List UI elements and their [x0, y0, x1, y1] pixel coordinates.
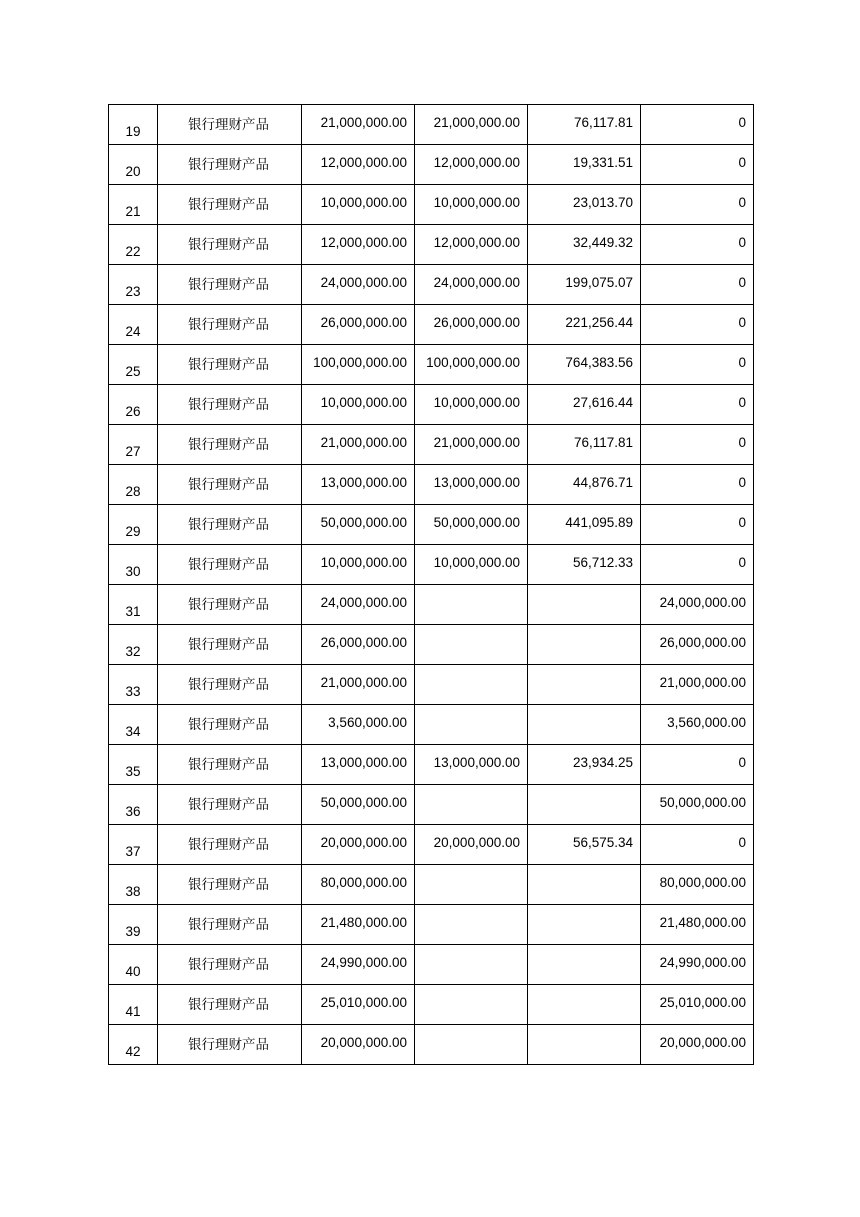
- amount-cell: [302, 985, 415, 1025]
- balance-cell-text: 0: [738, 835, 746, 850]
- balance-cell: [641, 465, 754, 505]
- row-number-cell: [109, 505, 158, 545]
- product-name-cell-text: 银行理财产品: [188, 476, 269, 493]
- balance-cell: [641, 305, 754, 345]
- table-row: [109, 185, 754, 225]
- balance-cell: [641, 425, 754, 465]
- income-cell: [528, 385, 641, 425]
- income-cell: [528, 585, 641, 625]
- wealth-product-table: [108, 104, 754, 1065]
- row-number-cell-text: 24: [125, 324, 141, 339]
- product-name-cell: [158, 665, 302, 705]
- row-number-cell: [109, 905, 158, 945]
- row-number-cell: [109, 265, 158, 305]
- income-cell: [528, 345, 641, 385]
- table-row: [109, 265, 754, 305]
- redeemed-amount-cell: [415, 945, 528, 985]
- row-number-cell-text: 21: [125, 204, 141, 219]
- table-row: [109, 305, 754, 345]
- redeemed-amount-cell: [415, 585, 528, 625]
- row-number-cell: [109, 945, 158, 985]
- product-name-cell: [158, 825, 302, 865]
- income-cell: [528, 625, 641, 665]
- balance-cell: [641, 265, 754, 305]
- redeemed-amount-cell: [415, 465, 528, 505]
- amount-cell-text: 10,000,000.00: [320, 195, 407, 210]
- income-cell-text: 199,075.07: [565, 275, 633, 290]
- amount-cell: [302, 825, 415, 865]
- amount-cell: [302, 545, 415, 585]
- balance-cell-text: 80,000,000.00: [659, 875, 746, 890]
- income-cell-text: 32,449.32: [572, 235, 633, 250]
- income-cell: [528, 985, 641, 1025]
- amount-cell: [302, 905, 415, 945]
- income-cell: [528, 865, 641, 905]
- redeemed-amount-cell: [415, 905, 528, 945]
- row-number-cell-text: 37: [125, 844, 141, 859]
- income-cell-text: 221,256.44: [565, 315, 633, 330]
- redeemed-amount-cell: [415, 705, 528, 745]
- product-name-cell: [158, 465, 302, 505]
- table-row: [109, 425, 754, 465]
- income-cell: [528, 825, 641, 865]
- balance-cell: [641, 145, 754, 185]
- income-cell-text: 56,712.33: [572, 555, 633, 570]
- balance-cell-text: 50,000,000.00: [659, 795, 746, 810]
- redeemed-amount-cell-text: 100,000,000.00: [426, 355, 520, 370]
- table-body: [109, 105, 754, 1065]
- income-cell: [528, 425, 641, 465]
- amount-cell: [302, 865, 415, 905]
- redeemed-amount-cell: [415, 385, 528, 425]
- balance-cell: [641, 185, 754, 225]
- product-name-cell: [158, 1025, 302, 1065]
- product-name-cell: [158, 345, 302, 385]
- amount-cell-text: 24,000,000.00: [320, 595, 407, 610]
- balance-cell: [641, 505, 754, 545]
- row-number-cell: [109, 385, 158, 425]
- balance-cell: [641, 225, 754, 265]
- amount-cell: [302, 945, 415, 985]
- row-number-cell: [109, 705, 158, 745]
- balance-cell: [641, 825, 754, 865]
- redeemed-amount-cell: [415, 825, 528, 865]
- balance-cell-text: 0: [738, 475, 746, 490]
- amount-cell-text: 20,000,000.00: [320, 835, 407, 850]
- balance-cell-text: 0: [738, 235, 746, 250]
- product-name-cell-text: 银行理财产品: [188, 316, 269, 333]
- table-row: [109, 705, 754, 745]
- amount-cell: [302, 145, 415, 185]
- redeemed-amount-cell: [415, 1025, 528, 1065]
- product-name-cell: [158, 865, 302, 905]
- income-cell: [528, 705, 641, 745]
- amount-cell-text: 3,560,000.00: [328, 715, 407, 730]
- amount-cell-text: 21,000,000.00: [320, 675, 407, 690]
- row-number-cell: [109, 665, 158, 705]
- amount-cell-text: 21,000,000.00: [320, 435, 407, 450]
- amount-cell: [302, 425, 415, 465]
- balance-cell-text: 0: [738, 755, 746, 770]
- product-name-cell: [158, 545, 302, 585]
- product-name-cell-text: 银行理财产品: [188, 236, 269, 253]
- row-number-cell: [109, 425, 158, 465]
- balance-cell: [641, 105, 754, 145]
- income-cell-text: 76,117.81: [573, 435, 633, 450]
- amount-cell-text: 10,000,000.00: [320, 395, 407, 410]
- product-name-cell: [158, 185, 302, 225]
- balance-cell-text: 26,000,000.00: [659, 635, 746, 650]
- income-cell: [528, 265, 641, 305]
- product-name-cell: [158, 945, 302, 985]
- redeemed-amount-cell: [415, 785, 528, 825]
- product-name-cell-text: 银行理财产品: [188, 356, 269, 373]
- product-name-cell: [158, 745, 302, 785]
- income-cell: [528, 905, 641, 945]
- redeemed-amount-cell: [415, 185, 528, 225]
- redeemed-amount-cell: [415, 105, 528, 145]
- row-number-cell: [109, 145, 158, 185]
- row-number-cell-text: 40: [125, 964, 141, 979]
- product-name-cell-text: 银行理财产品: [188, 956, 269, 973]
- income-cell: [528, 505, 641, 545]
- income-cell: [528, 145, 641, 185]
- product-name-cell-text: 银行理财产品: [188, 716, 269, 733]
- product-name-cell-text: 银行理财产品: [188, 516, 269, 533]
- redeemed-amount-cell-text: 21,000,000.00: [433, 435, 520, 450]
- redeemed-amount-cell-text: 20,000,000.00: [433, 835, 520, 850]
- product-name-cell-text: 银行理财产品: [188, 916, 269, 933]
- row-number-cell-text: 31: [125, 604, 141, 619]
- table-row: [109, 905, 754, 945]
- amount-cell: [302, 225, 415, 265]
- table-row: [109, 545, 754, 585]
- balance-cell: [641, 345, 754, 385]
- table-row: [109, 665, 754, 705]
- income-cell-text: 76,117.81: [573, 115, 633, 130]
- product-name-cell-text: 银行理财产品: [188, 196, 269, 213]
- balance-cell: [641, 905, 754, 945]
- amount-cell: [302, 1025, 415, 1065]
- amount-cell-text: 26,000,000.00: [320, 635, 407, 650]
- amount-cell-text: 13,000,000.00: [320, 755, 407, 770]
- amount-cell-text: 80,000,000.00: [320, 875, 407, 890]
- amount-cell: [302, 785, 415, 825]
- product-name-cell-text: 银行理财产品: [188, 996, 269, 1013]
- redeemed-amount-cell: [415, 665, 528, 705]
- table-row: [109, 585, 754, 625]
- redeemed-amount-cell: [415, 345, 528, 385]
- redeemed-amount-cell-text: 10,000,000.00: [433, 395, 520, 410]
- product-name-cell: [158, 145, 302, 185]
- row-number-cell-text: 25: [125, 364, 141, 379]
- amount-cell-text: 50,000,000.00: [320, 515, 407, 530]
- income-cell-text: 764,383.56: [565, 355, 633, 370]
- row-number-cell-text: 36: [125, 804, 141, 819]
- amount-cell: [302, 665, 415, 705]
- table-row: [109, 145, 754, 185]
- product-name-cell: [158, 385, 302, 425]
- row-number-cell-text: 39: [125, 924, 141, 939]
- income-cell: [528, 665, 641, 705]
- table-row: [109, 105, 754, 145]
- row-number-cell: [109, 785, 158, 825]
- income-cell: [528, 1025, 641, 1065]
- amount-cell: [302, 585, 415, 625]
- balance-cell-text: 24,990,000.00: [659, 955, 746, 970]
- table-row: [109, 865, 754, 905]
- product-name-cell-text: 银行理财产品: [188, 276, 269, 293]
- redeemed-amount-cell-text: 12,000,000.00: [433, 155, 520, 170]
- amount-cell-text: 21,000,000.00: [320, 115, 407, 130]
- balance-cell-text: 0: [738, 395, 746, 410]
- product-name-cell: [158, 505, 302, 545]
- product-name-cell: [158, 625, 302, 665]
- redeemed-amount-cell: [415, 425, 528, 465]
- balance-cell: [641, 385, 754, 425]
- table-row: [109, 985, 754, 1025]
- income-cell: [528, 465, 641, 505]
- table-row: [109, 825, 754, 865]
- income-cell: [528, 105, 641, 145]
- row-number-cell-text: 23: [125, 284, 141, 299]
- table-row: [109, 745, 754, 785]
- product-name-cell: [158, 585, 302, 625]
- row-number-cell-text: 29: [125, 524, 141, 539]
- income-cell-text: 27,616.44: [572, 395, 633, 410]
- row-number-cell-text: 20: [125, 164, 141, 179]
- table-row: [109, 625, 754, 665]
- product-name-cell: [158, 705, 302, 745]
- balance-cell-text: 24,000,000.00: [659, 595, 746, 610]
- amount-cell: [302, 505, 415, 545]
- balance-cell-text: 0: [738, 315, 746, 330]
- balance-cell: [641, 985, 754, 1025]
- product-name-cell-text: 银行理财产品: [188, 116, 269, 133]
- redeemed-amount-cell-text: 21,000,000.00: [433, 115, 520, 130]
- balance-cell: [641, 1025, 754, 1065]
- amount-cell: [302, 705, 415, 745]
- row-number-cell: [109, 185, 158, 225]
- product-name-cell: [158, 225, 302, 265]
- row-number-cell: [109, 985, 158, 1025]
- income-cell-text: 56,575.34: [572, 835, 633, 850]
- income-cell: [528, 185, 641, 225]
- balance-cell: [641, 585, 754, 625]
- amount-cell: [302, 385, 415, 425]
- balance-cell-text: 25,010,000.00: [659, 995, 746, 1010]
- balance-cell-text: 0: [738, 195, 746, 210]
- balance-cell: [641, 625, 754, 665]
- amount-cell-text: 13,000,000.00: [320, 475, 407, 490]
- amount-cell: [302, 465, 415, 505]
- income-cell-text: 441,095.89: [565, 515, 633, 530]
- row-number-cell-text: 30: [125, 564, 141, 579]
- balance-cell: [641, 705, 754, 745]
- product-name-cell-text: 银行理财产品: [188, 556, 269, 573]
- redeemed-amount-cell-text: 26,000,000.00: [433, 315, 520, 330]
- balance-cell-text: 0: [738, 515, 746, 530]
- income-cell: [528, 785, 641, 825]
- amount-cell-text: 12,000,000.00: [320, 235, 407, 250]
- balance-cell: [641, 945, 754, 985]
- row-number-cell-text: 28: [125, 484, 141, 499]
- income-cell-text: 19,331.51: [572, 155, 633, 170]
- redeemed-amount-cell-text: 10,000,000.00: [433, 555, 520, 570]
- income-cell-text: 44,876.71: [572, 475, 633, 490]
- product-name-cell-text: 银行理财产品: [188, 836, 269, 853]
- amount-cell-text: 26,000,000.00: [320, 315, 407, 330]
- row-number-cell: [109, 865, 158, 905]
- table-row: [109, 385, 754, 425]
- row-number-cell-text: 19: [125, 124, 141, 139]
- redeemed-amount-cell: [415, 305, 528, 345]
- product-name-cell-text: 银行理财产品: [188, 756, 269, 773]
- amount-cell-text: 50,000,000.00: [320, 795, 407, 810]
- redeemed-amount-cell: [415, 225, 528, 265]
- redeemed-amount-cell: [415, 265, 528, 305]
- balance-cell: [641, 865, 754, 905]
- table-row: [109, 465, 754, 505]
- table-row: [109, 945, 754, 985]
- redeemed-amount-cell: [415, 745, 528, 785]
- row-number-cell: [109, 585, 158, 625]
- table-row: [109, 225, 754, 265]
- balance-cell-text: 0: [738, 555, 746, 570]
- row-number-cell-text: 33: [125, 684, 141, 699]
- redeemed-amount-cell: [415, 865, 528, 905]
- product-name-cell-text: 银行理财产品: [188, 876, 269, 893]
- row-number-cell-text: 35: [125, 764, 141, 779]
- row-number-cell-text: 26: [125, 404, 141, 419]
- product-name-cell-text: 银行理财产品: [188, 636, 269, 653]
- product-name-cell: [158, 985, 302, 1025]
- income-cell: [528, 225, 641, 265]
- product-name-cell-text: 银行理财产品: [188, 156, 269, 173]
- amount-cell-text: 25,010,000.00: [320, 995, 407, 1010]
- row-number-cell-text: 42: [125, 1044, 141, 1059]
- product-name-cell: [158, 105, 302, 145]
- row-number-cell: [109, 745, 158, 785]
- amount-cell: [302, 625, 415, 665]
- row-number-cell: [109, 465, 158, 505]
- balance-cell: [641, 745, 754, 785]
- redeemed-amount-cell-text: 13,000,000.00: [433, 755, 520, 770]
- income-cell: [528, 305, 641, 345]
- balance-cell: [641, 785, 754, 825]
- amount-cell: [302, 185, 415, 225]
- balance-cell-text: 0: [738, 275, 746, 290]
- balance-cell-text: 0: [738, 155, 746, 170]
- table-row: [109, 785, 754, 825]
- amount-cell: [302, 265, 415, 305]
- product-name-cell-text: 银行理财产品: [188, 1036, 269, 1053]
- amount-cell-text: 20,000,000.00: [320, 1035, 407, 1050]
- row-number-cell-text: 41: [125, 1004, 141, 1019]
- redeemed-amount-cell-text: 10,000,000.00: [433, 195, 520, 210]
- row-number-cell-text: 34: [125, 724, 141, 739]
- redeemed-amount-cell-text: 13,000,000.00: [433, 475, 520, 490]
- balance-cell-text: 21,480,000.00: [659, 915, 746, 930]
- amount-cell-text: 10,000,000.00: [320, 555, 407, 570]
- amount-cell: [302, 345, 415, 385]
- redeemed-amount-cell-text: 24,000,000.00: [433, 275, 520, 290]
- row-number-cell: [109, 105, 158, 145]
- amount-cell: [302, 745, 415, 785]
- row-number-cell: [109, 345, 158, 385]
- row-number-cell: [109, 1025, 158, 1065]
- product-name-cell: [158, 425, 302, 465]
- income-cell: [528, 945, 641, 985]
- amount-cell-text: 24,990,000.00: [320, 955, 407, 970]
- row-number-cell-text: 38: [125, 884, 141, 899]
- balance-cell-text: 0: [738, 435, 746, 450]
- amount-cell-text: 21,480,000.00: [320, 915, 407, 930]
- balance-cell-text: 0: [738, 115, 746, 130]
- amount-cell: [302, 105, 415, 145]
- amount-cell-text: 100,000,000.00: [313, 355, 407, 370]
- redeemed-amount-cell: [415, 625, 528, 665]
- product-name-cell-text: 银行理财产品: [188, 796, 269, 813]
- product-name-cell: [158, 265, 302, 305]
- product-name-cell-text: 银行理财产品: [188, 596, 269, 613]
- product-name-cell: [158, 905, 302, 945]
- redeemed-amount-cell: [415, 545, 528, 585]
- row-number-cell: [109, 305, 158, 345]
- balance-cell-text: 20,000,000.00: [659, 1035, 746, 1050]
- income-cell: [528, 745, 641, 785]
- income-cell-text: 23,934.25: [572, 755, 633, 770]
- row-number-cell-text: 22: [125, 244, 141, 259]
- redeemed-amount-cell: [415, 985, 528, 1025]
- product-name-cell-text: 银行理财产品: [188, 396, 269, 413]
- row-number-cell: [109, 825, 158, 865]
- row-number-cell: [109, 545, 158, 585]
- redeemed-amount-cell-text: 12,000,000.00: [433, 235, 520, 250]
- balance-cell: [641, 665, 754, 705]
- balance-cell-text: 3,560,000.00: [667, 715, 746, 730]
- table-row: [109, 345, 754, 385]
- amount-cell-text: 24,000,000.00: [320, 275, 407, 290]
- product-name-cell: [158, 305, 302, 345]
- redeemed-amount-cell: [415, 505, 528, 545]
- redeemed-amount-cell-text: 50,000,000.00: [433, 515, 520, 530]
- amount-cell: [302, 305, 415, 345]
- table-row: [109, 1025, 754, 1065]
- balance-cell-text: 21,000,000.00: [659, 675, 746, 690]
- row-number-cell-text: 32: [125, 644, 141, 659]
- amount-cell-text: 12,000,000.00: [320, 155, 407, 170]
- product-name-cell-text: 银行理财产品: [188, 676, 269, 693]
- income-cell-text: 23,013.70: [572, 195, 633, 210]
- income-cell: [528, 545, 641, 585]
- balance-cell: [641, 545, 754, 585]
- balance-cell-text: 0: [738, 355, 746, 370]
- row-number-cell: [109, 225, 158, 265]
- row-number-cell: [109, 625, 158, 665]
- product-name-cell-text: 银行理财产品: [188, 436, 269, 453]
- row-number-cell-text: 27: [125, 444, 141, 459]
- redeemed-amount-cell: [415, 145, 528, 185]
- table-row: [109, 505, 754, 545]
- product-name-cell: [158, 785, 302, 825]
